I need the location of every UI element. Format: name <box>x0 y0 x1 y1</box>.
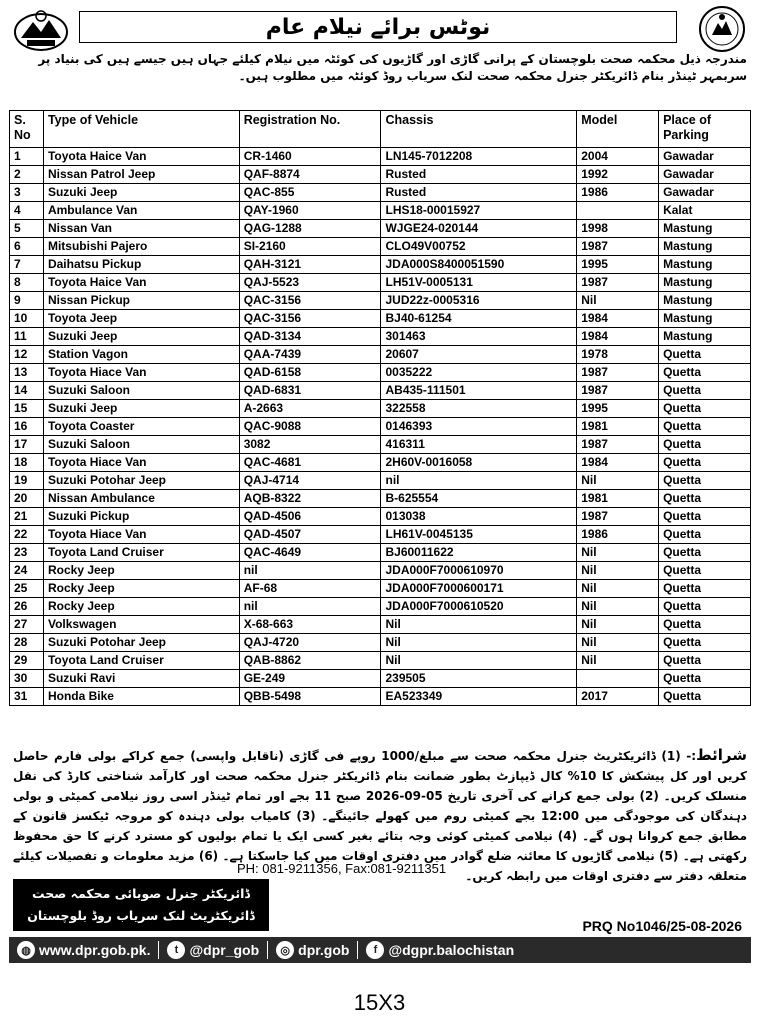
cell-registration: AF-68 <box>239 580 381 598</box>
cell-sno: 5 <box>10 220 44 238</box>
table-row <box>10 616 751 634</box>
cell-registration: QAJ-4720 <box>239 634 381 652</box>
cell-registration: QAG-1288 <box>239 220 381 238</box>
issuer-line1: ڈائریکٹر جنرل صوبائی محکمہ صحت <box>32 886 250 901</box>
cell-registration: QAA-7439 <box>239 346 381 364</box>
table-row <box>10 508 751 526</box>
cell-chassis: LH61V-0045135 <box>381 526 577 544</box>
cell-registration: X-68-663 <box>239 616 381 634</box>
cell-model <box>577 202 659 220</box>
cell-parking: Quetta <box>659 562 751 580</box>
cell-chassis: nil <box>381 472 577 490</box>
cell-vehicle-type: Suzuki Potohar Jeep <box>43 472 239 490</box>
cell-parking: Mastung <box>659 274 751 292</box>
vehicle-table <box>9 110 751 706</box>
cell-model: Nil <box>577 598 659 616</box>
intro-paragraph: مندرجہ ذیل محکمہ صحت بلوچستان کے پرانی گاڑی اور گاڑیوں کی کوئٹہ میں نیلام کیلئے جہاں ہیں جیسے ہیں کی بنیاد پر سربمہر ٹینڈر بنام ڈائریکٹر جنرل محکمہ صحت لنک سریاب روڈ کوئٹہ میں مطلوب ہیں۔ <box>38 52 747 83</box>
cell-registration: QAD-4506 <box>239 508 381 526</box>
website-text: www.dpr.gob.pk. <box>39 942 151 958</box>
cell-sno: 21 <box>10 508 44 526</box>
cell-vehicle-type: Toyota Hiace Van <box>43 454 239 472</box>
cell-sno: 16 <box>10 418 44 436</box>
cell-sno: 31 <box>10 688 44 706</box>
cell-parking: Quetta <box>659 598 751 616</box>
cell-vehicle-type: Suzuki Jeep <box>43 400 239 418</box>
cell-model: 1987 <box>577 274 659 292</box>
cell-model: 1981 <box>577 418 659 436</box>
cell-registration: CR-1460 <box>239 148 381 166</box>
cell-chassis: WJGE24-020144 <box>381 220 577 238</box>
header-chassis: Chassis <box>381 111 577 148</box>
cell-sno: 13 <box>10 364 44 382</box>
cell-sno: 4 <box>10 202 44 220</box>
cell-chassis: Nil <box>381 634 577 652</box>
header-vehicle-type: Type of Vehicle <box>43 111 239 148</box>
cell-vehicle-type: Nissan Van <box>43 220 239 238</box>
cell-sno: 28 <box>10 634 44 652</box>
cell-parking: Quetta <box>659 418 751 436</box>
cell-registration: QAY-1960 <box>239 202 381 220</box>
cell-vehicle-type: Toyota Haice Van <box>43 274 239 292</box>
cell-chassis: 2H60V-0016058 <box>381 454 577 472</box>
cell-chassis: B-625554 <box>381 490 577 508</box>
health-department-emblem <box>698 5 746 53</box>
cell-vehicle-type: Mitsubishi Pajero <box>43 238 239 256</box>
cell-chassis: 416311 <box>381 436 577 454</box>
cell-registration: QAH-3121 <box>239 256 381 274</box>
cell-model: 1986 <box>577 184 659 202</box>
title-text: نوٹس برائے نیلام عام <box>265 14 491 40</box>
cell-sno: 17 <box>10 436 44 454</box>
cell-vehicle-type: Suzuki Saloon <box>43 382 239 400</box>
cell-sno: 25 <box>10 580 44 598</box>
cell-chassis: 013038 <box>381 508 577 526</box>
cell-model: 1987 <box>577 238 659 256</box>
cell-parking: Quetta <box>659 346 751 364</box>
cell-parking: Gawadar <box>659 166 751 184</box>
cell-model: 1987 <box>577 382 659 400</box>
table-row <box>10 652 751 670</box>
cell-sno: 29 <box>10 652 44 670</box>
cell-sno: 18 <box>10 454 44 472</box>
cell-vehicle-type: Honda Bike <box>43 688 239 706</box>
cell-model: 1978 <box>577 346 659 364</box>
cell-registration: QAC-9088 <box>239 418 381 436</box>
cell-registration: 3082 <box>239 436 381 454</box>
cell-model: 1995 <box>577 400 659 418</box>
cell-chassis: LN145-7012208 <box>381 148 577 166</box>
table-row <box>10 436 751 454</box>
cell-chassis: Nil <box>381 616 577 634</box>
table-row <box>10 202 751 220</box>
instagram-icon: ◎ <box>276 941 294 959</box>
cell-registration: nil <box>239 598 381 616</box>
cell-registration: QAC-4649 <box>239 544 381 562</box>
cell-parking: Quetta <box>659 688 751 706</box>
table-row <box>10 472 751 490</box>
cell-parking: Mastung <box>659 238 751 256</box>
cell-sno: 22 <box>10 526 44 544</box>
cell-chassis: JDA000F7000610520 <box>381 598 577 616</box>
facebook-icon: f <box>366 941 384 959</box>
cell-model: Nil <box>577 472 659 490</box>
cell-parking: Mastung <box>659 220 751 238</box>
cell-vehicle-type: Suzuki Jeep <box>43 328 239 346</box>
cell-chassis: 322558 <box>381 400 577 418</box>
cell-chassis: BJ40-61254 <box>381 310 577 328</box>
cell-parking: Quetta <box>659 400 751 418</box>
cell-parking: Quetta <box>659 670 751 688</box>
cell-chassis: Rusted <box>381 166 577 184</box>
cell-model: 1984 <box>577 328 659 346</box>
table-row <box>10 670 751 688</box>
cell-vehicle-type: Suzuki Jeep <box>43 184 239 202</box>
cell-model: 1984 <box>577 454 659 472</box>
cell-vehicle-type: Toyota Coaster <box>43 418 239 436</box>
cell-chassis: 0035222 <box>381 364 577 382</box>
table-row <box>10 526 751 544</box>
cell-parking: Quetta <box>659 382 751 400</box>
footer-twitter[interactable] <box>159 941 267 959</box>
cell-sno: 20 <box>10 490 44 508</box>
advertisement <box>5 3 754 963</box>
cell-registration: QAC-855 <box>239 184 381 202</box>
cell-parking: Quetta <box>659 364 751 382</box>
ad-size-label: 15X3 <box>353 990 406 1015</box>
cell-model: Nil <box>577 544 659 562</box>
table-row <box>10 256 751 274</box>
cell-parking: Quetta <box>659 454 751 472</box>
cell-registration: A-2663 <box>239 400 381 418</box>
cell-registration: nil <box>239 562 381 580</box>
table-row <box>10 346 751 364</box>
table-row <box>10 454 751 472</box>
cell-sno: 3 <box>10 184 44 202</box>
table-row <box>10 220 751 238</box>
cell-registration: QAJ-4714 <box>239 472 381 490</box>
cell-sno: 24 <box>10 562 44 580</box>
table-header-row <box>10 111 751 148</box>
cell-parking: Kalat <box>659 202 751 220</box>
cell-parking: Quetta <box>659 526 751 544</box>
cell-chassis: JDA000F7000610970 <box>381 562 577 580</box>
cell-sno: 6 <box>10 238 44 256</box>
cell-vehicle-type: Suzuki Ravi <box>43 670 239 688</box>
cell-chassis: 0146393 <box>381 418 577 436</box>
twitter-text: @dpr_gob <box>189 942 260 958</box>
table-row <box>10 418 751 436</box>
cell-vehicle-type: Toyota Hiace Van <box>43 526 239 544</box>
cell-registration: QBB-5498 <box>239 688 381 706</box>
footer-website[interactable] <box>9 941 158 959</box>
cell-vehicle-type: Ambulance Van <box>43 202 239 220</box>
cell-registration: QAF-8874 <box>239 166 381 184</box>
table-row <box>10 184 751 202</box>
cell-vehicle-type: Rocky Jeep <box>43 562 239 580</box>
table-row <box>10 310 751 328</box>
cell-vehicle-type: Toyota Hiace Van <box>43 364 239 382</box>
table-row <box>10 688 751 706</box>
notice-title <box>79 11 677 43</box>
cell-chassis: JDA000S8400051590 <box>381 256 577 274</box>
issuer-line2: ڈائریکٹریٹ لنک سریاب روڈ بلوچستان <box>27 908 255 923</box>
footer-bar <box>9 937 751 963</box>
cell-sno: 2 <box>10 166 44 184</box>
table-row <box>10 364 751 382</box>
cell-parking: Quetta <box>659 616 751 634</box>
cell-parking: Quetta <box>659 634 751 652</box>
cell-parking: Gawadar <box>659 184 751 202</box>
table-row <box>10 598 751 616</box>
cell-vehicle-type: Toyota Haice Van <box>43 148 239 166</box>
cell-vehicle-type: Suzuki Potohar Jeep <box>43 634 239 652</box>
cell-registration: QAC-3156 <box>239 310 381 328</box>
cell-parking: Mastung <box>659 292 751 310</box>
header-sno: S. No <box>10 111 44 148</box>
cell-registration: QAJ-5523 <box>239 274 381 292</box>
terms-heading: شرائط <box>696 746 747 764</box>
cell-vehicle-type: Station Vagon <box>43 346 239 364</box>
cell-model: 1987 <box>577 364 659 382</box>
cell-sno: 8 <box>10 274 44 292</box>
cell-chassis: AB435-111501 <box>381 382 577 400</box>
cell-vehicle-type: Toyota Jeep <box>43 310 239 328</box>
cell-model: 1987 <box>577 508 659 526</box>
cell-model: 2004 <box>577 148 659 166</box>
issuer-box <box>13 879 269 931</box>
header-parking: Place of Parking <box>659 111 751 148</box>
cell-parking: Quetta <box>659 580 751 598</box>
table-row <box>10 148 751 166</box>
cell-registration: GE-249 <box>239 670 381 688</box>
cell-chassis: Rusted <box>381 184 577 202</box>
cell-sno: 19 <box>10 472 44 490</box>
cell-registration: SI-2160 <box>239 238 381 256</box>
cell-sno: 12 <box>10 346 44 364</box>
cell-vehicle-type: Nissan Pickup <box>43 292 239 310</box>
cell-parking: Quetta <box>659 436 751 454</box>
cell-chassis: EA523349 <box>381 688 577 706</box>
cell-vehicle-type: Suzuki Pickup <box>43 508 239 526</box>
cell-sno: 1 <box>10 148 44 166</box>
cell-vehicle-type: Volkswagen <box>43 616 239 634</box>
cell-model: Nil <box>577 634 659 652</box>
cell-chassis: CLO49V00752 <box>381 238 577 256</box>
cell-model: Nil <box>577 616 659 634</box>
table-row <box>10 400 751 418</box>
cell-parking: Quetta <box>659 490 751 508</box>
cell-model: 1998 <box>577 220 659 238</box>
cell-model: 1984 <box>577 310 659 328</box>
cell-registration: QAC-4681 <box>239 454 381 472</box>
facebook-text: @dgpr.balochistan <box>388 942 515 958</box>
cell-chassis: BJ60011622 <box>381 544 577 562</box>
cell-model: Nil <box>577 562 659 580</box>
cell-parking: Quetta <box>659 652 751 670</box>
table-row <box>10 544 751 562</box>
cell-parking: Quetta <box>659 472 751 490</box>
cell-sno: 11 <box>10 328 44 346</box>
cell-vehicle-type: Suzuki Saloon <box>43 436 239 454</box>
cell-model: 1995 <box>577 256 659 274</box>
prq-number: PRQ No1046/25-08-2026 <box>582 918 742 934</box>
cell-model: 2017 <box>577 688 659 706</box>
cell-vehicle-type: Nissan Patrol Jeep <box>43 166 239 184</box>
cell-model: 1981 <box>577 490 659 508</box>
cell-model: 1987 <box>577 436 659 454</box>
cell-registration: QAB-8862 <box>239 652 381 670</box>
cell-chassis: JUD22z-0005316 <box>381 292 577 310</box>
cell-sno: 23 <box>10 544 44 562</box>
table-row <box>10 292 751 310</box>
twitter-icon: t <box>167 941 185 959</box>
cell-registration: QAD-3134 <box>239 328 381 346</box>
cell-sno: 15 <box>10 400 44 418</box>
instagram-text: dpr.gob <box>298 942 350 958</box>
table-row <box>10 382 751 400</box>
cell-vehicle-type: Daihatsu Pickup <box>43 256 239 274</box>
table-row <box>10 634 751 652</box>
cell-chassis: 301463 <box>381 328 577 346</box>
contact-phone: PH: 081-9211356, Fax:081-9211351 <box>237 861 447 876</box>
cell-registration: QAC-3156 <box>239 292 381 310</box>
globe-icon: ◍ <box>17 941 35 959</box>
cell-registration: QAD-6158 <box>239 364 381 382</box>
cell-vehicle-type: Toyota Land Cruiser <box>43 652 239 670</box>
cell-registration: QAD-4507 <box>239 526 381 544</box>
footer-facebook[interactable] <box>358 941 522 959</box>
terms-text: (1) ڈائریکٹریٹ جنرل محکمہ صحت سے مبلغ/1000 روپے فی گاڑی (ناقابل واپسی) جمع کراکے بولی فارم حاصل کریں اور کل پیشکش کا 10% کال ڈیپازٹ بطور ضمانت بنام ڈائریکٹر جنرل محکمہ صحت اور کارآمد شناختی کارڈ کی نقل منسلک کریں۔ (2) بولی جمع کرانے کی آخری تاریخ 05-09-2026 صبح 11 بجے اور تمام ٹینڈر اسی روز نیلامی کمیٹی و بولی دہندگان کی موجودگی میں 12:00 بجے کمیٹی روم میں کھولے جائینگے۔ (3) کامیاب بولی دہندہ کو مروجہ ٹیکسز قانون کے مطابق جمع کروانا ہوں گے۔ (4) نیلامی کمیٹی کوئی وجہ بتائے بغیر کسی ایک یا تمام بولیوں کو مسترد کرنے کا حق محفوظ رکھتی ہے۔ (5) نیلامی گاڑیوں کا معائنہ ضلع گوادر میں دفتری اوقات میں کیا جاسکتا ہے۔ (6) مزید معلومات و تفصیلات کیلئے متعلقہ دفتر سے دفتری اوقات میں رابطہ کریں۔ <box>13 749 748 883</box>
cell-sno: 9 <box>10 292 44 310</box>
table-row <box>10 166 751 184</box>
cell-registration: QAD-6831 <box>239 382 381 400</box>
cell-chassis: JDA000F7000600171 <box>381 580 577 598</box>
cell-parking: Gawadar <box>659 148 751 166</box>
cell-sno: 26 <box>10 598 44 616</box>
table-row <box>10 328 751 346</box>
cell-model: 1986 <box>577 526 659 544</box>
table-row <box>10 274 751 292</box>
cell-vehicle-type: Rocky Jeep <box>43 580 239 598</box>
cell-registration: AQB-8322 <box>239 490 381 508</box>
cell-parking: Mastung <box>659 256 751 274</box>
cell-parking: Quetta <box>659 544 751 562</box>
cell-chassis: Nil <box>381 652 577 670</box>
balochistan-government-emblem <box>13 8 69 52</box>
cell-sno: 30 <box>10 670 44 688</box>
cell-sno: 14 <box>10 382 44 400</box>
table-row <box>10 580 751 598</box>
cell-sno: 10 <box>10 310 44 328</box>
table-row <box>10 238 751 256</box>
cell-chassis: LH51V-0005131 <box>381 274 577 292</box>
table-row <box>10 490 751 508</box>
cell-sno: 27 <box>10 616 44 634</box>
cell-parking: Mastung <box>659 310 751 328</box>
footer-instagram[interactable] <box>268 941 357 959</box>
cell-model: Nil <box>577 292 659 310</box>
cell-chassis: 20607 <box>381 346 577 364</box>
cell-parking: Quetta <box>659 508 751 526</box>
cell-model: Nil <box>577 580 659 598</box>
cell-chassis: 239505 <box>381 670 577 688</box>
cell-vehicle-type: Nissan Ambulance <box>43 490 239 508</box>
terms-section: شرائط:- (1) ڈائریکٹریٹ جنرل محکمہ صحت سے مبلغ/1000 روپے فی گاڑی (ناقابل واپسی) جمع کراکے بولی فارم حاصل کریں اور کل پیشکش کا 10% کال ڈیپازٹ بطور ضمانت بنام ڈائریکٹر جنرل محکمہ صحت اور کارآمد شناختی کارڈ کی نقل منسلک کریں۔ (2) بولی جمع کرانے کی آخری تاریخ 05-09-2026 صبح 11 بجے اور تمام ٹینڈر اسی روز نیلامی کمیٹی و بولی دہندگان کی موجودگی میں 12:00 بجے کمیٹی روم میں کھولے جائینگے۔ (3) کامیاب بولی دہندہ کو مروجہ ٹیکسز قانون کے مطابق جمع کروانا ہوں گے۔ (4) نیلامی کمیٹی کوئی وجہ بتائے بغیر کسی ایک یا تمام بولیوں کو مسترد کرنے کا حق محفوظ رکھتی ہے۔ (5) نیلامی گاڑیوں کا معائنہ ضلع گوادر میں دفتری اوقات میں کیا جاسکتا ہے۔ (6) مزید معلومات و تفصیلات کیلئے متعلقہ دفتر سے دفتری اوقات میں رابطہ کریں۔ <box>13 746 748 883</box>
cell-vehicle-type: Rocky Jeep <box>43 598 239 616</box>
header-model: Model <box>577 111 659 148</box>
cell-sno: 7 <box>10 256 44 274</box>
cell-model <box>577 670 659 688</box>
cell-model: 1992 <box>577 166 659 184</box>
cell-model: Nil <box>577 652 659 670</box>
cell-vehicle-type: Toyota Land Cruiser <box>43 544 239 562</box>
table-row <box>10 562 751 580</box>
cell-parking: Mastung <box>659 328 751 346</box>
cell-chassis: LHS18-00015927 <box>381 202 577 220</box>
header-registration: Registration No. <box>239 111 381 148</box>
